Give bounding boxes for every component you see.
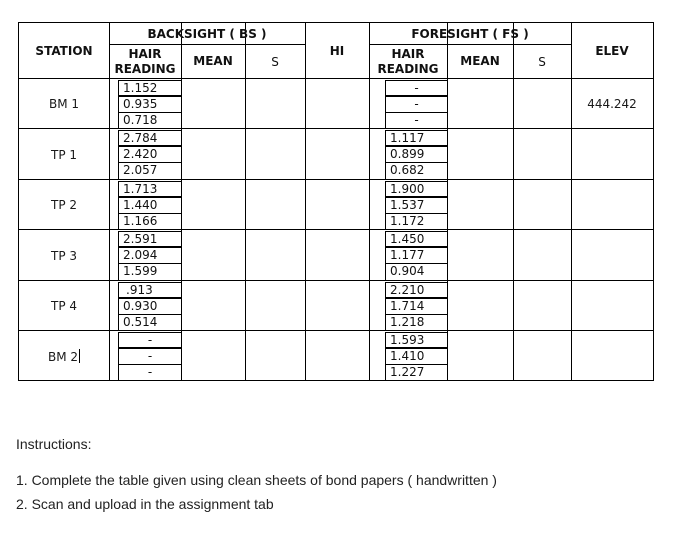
fs-reading-cell: 0.904 — [385, 263, 448, 281]
bs-reading-cell: - — [118, 332, 182, 348]
bs-reading-cell: 0.718 — [118, 112, 182, 129]
fs-reading-cell: 1.227 — [385, 364, 448, 381]
fs-reading-cell: 1.117 — [385, 130, 448, 146]
bs-reading-cell: 2.420 — [118, 146, 182, 163]
row-divider — [19, 229, 653, 230]
col-divider — [571, 23, 572, 380]
bs-reading-cell: 0.935 — [118, 96, 182, 113]
fs-reading-cell: 1.537 — [385, 197, 448, 214]
fs-reading-cell: 1.593 — [385, 332, 448, 348]
station-label-text: BM 2 — [47, 350, 79, 364]
fs-hair-reading-header — [369, 47, 447, 77]
fs-reading-cell: 1.218 — [385, 314, 448, 331]
header-divider — [369, 44, 571, 45]
station-label: TP 2 — [50, 198, 77, 212]
station-label: BM 1 — [48, 97, 80, 111]
bs-reading-cell: 0.514 — [118, 314, 182, 331]
bs-reading-cell: 2.591 — [118, 231, 182, 247]
fs-reading-cell: 2.210 — [385, 282, 448, 298]
bs-reading-cell: .913 — [118, 282, 182, 298]
fs-mean-header: MEAN — [460, 54, 500, 68]
elev-header: ELEV — [595, 44, 629, 58]
bs-reading-cell: 1.440 — [118, 197, 182, 214]
bs-mean-header: MEAN — [193, 54, 233, 68]
instructions-block — [16, 436, 497, 516]
bs-hair-reading-header — [109, 47, 181, 77]
fs-reading-cell: 1.410 — [385, 348, 448, 365]
hi-header: HI — [329, 44, 345, 58]
backsight-header: BACKSIGHT ( BS ) — [147, 27, 267, 41]
fs-s-header: S — [538, 55, 546, 69]
bs-reading-cell: 0.930 — [118, 298, 182, 315]
bs-reading-cell: 2.784 — [118, 130, 182, 146]
instruction-item: 2. Scan and upload in the assignment tab — [16, 496, 274, 512]
fs-reading-cell: - — [385, 80, 448, 96]
bs-reading-cell: 2.057 — [118, 162, 182, 180]
bs-reading-cell: 2.094 — [118, 247, 182, 264]
bs-reading-cell: 1.152 — [118, 80, 182, 96]
station-header: STATION — [35, 44, 93, 58]
row-divider — [19, 280, 653, 281]
station-label — [21, 349, 107, 364]
col-divider — [305, 23, 306, 380]
bs-reading-cell: - — [118, 364, 182, 381]
bs-s-header: S — [271, 55, 279, 69]
hair-label: HAIR — [391, 47, 425, 61]
fs-reading-cell: - — [385, 112, 448, 129]
col-divider — [513, 23, 514, 380]
fs-reading-cell: 1.714 — [385, 298, 448, 315]
fs-reading-cell: 0.682 — [385, 162, 448, 180]
fs-reading-cell: 1.172 — [385, 213, 448, 230]
fs-reading-cell: - — [385, 96, 448, 113]
elev-value: 444.242 — [587, 97, 637, 111]
fs-reading-cell: 1.177 — [385, 247, 448, 264]
fs-reading-cell: 1.450 — [385, 231, 448, 247]
hair-label: HAIR — [128, 47, 162, 61]
row-divider — [19, 179, 653, 180]
fs-reading-cell: 0.899 — [385, 146, 448, 163]
level-notes-table — [18, 22, 654, 381]
instructions-heading: Instructions: — [16, 436, 92, 452]
header-divider — [109, 44, 305, 45]
bs-reading-cell: - — [118, 348, 182, 365]
instruction-item: 1. Complete the table given using clean sheets of bond papers ( handwritten ) — [16, 472, 497, 488]
station-label: TP 3 — [50, 249, 77, 263]
text-cursor — [79, 349, 80, 363]
station-label: TP 1 — [50, 148, 77, 162]
bs-reading-cell: 1.713 — [118, 181, 182, 197]
row-divider — [19, 330, 653, 331]
station-label: TP 4 — [50, 299, 77, 313]
row-divider — [19, 128, 653, 129]
bs-reading-cell: 1.599 — [118, 263, 182, 281]
reading-label: READING — [377, 62, 439, 76]
reading-label: READING — [114, 62, 176, 76]
bs-reading-cell: 1.166 — [118, 213, 182, 230]
foresight-header: FORESIGHT ( FS ) — [411, 27, 529, 41]
fs-reading-cell: 1.900 — [385, 181, 448, 197]
header-bottom-line — [19, 78, 653, 79]
col-divider — [245, 23, 246, 380]
